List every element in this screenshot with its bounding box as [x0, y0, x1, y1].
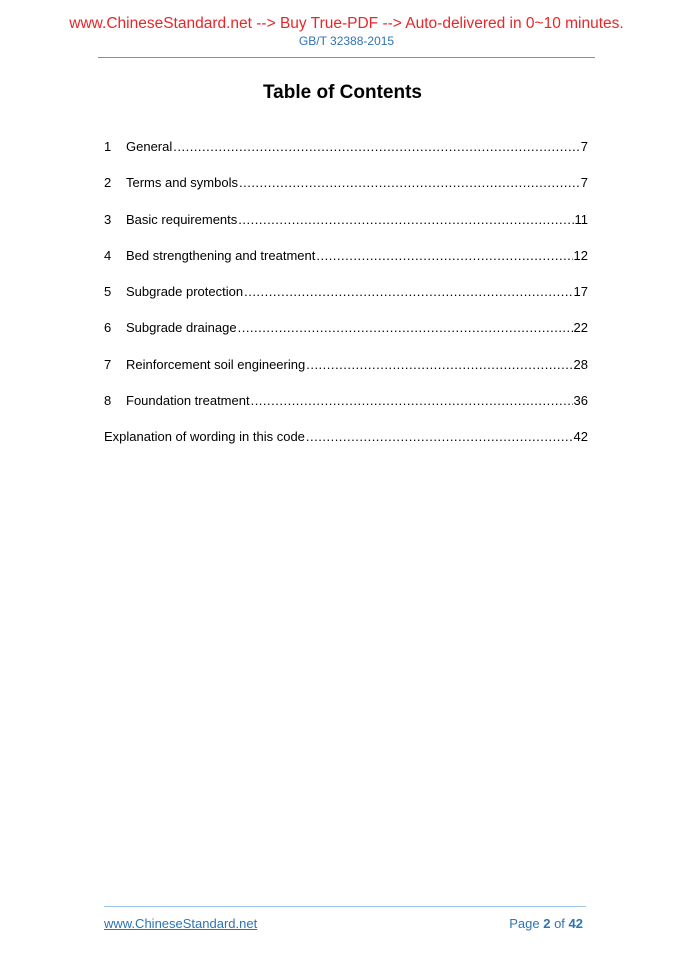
toc-leader-dots: [306, 428, 573, 446]
toc-entry-number: 5: [104, 284, 112, 300]
toc-entry-subgrade-protection[interactable]: [104, 283, 588, 319]
toc-entry-page: 7: [580, 175, 588, 191]
toc-entry-basic-requirements[interactable]: [104, 211, 588, 247]
toc-entry-number: 8: [104, 393, 112, 409]
standard-code: GB/T 32388-2015: [298, 34, 395, 48]
toc-entry-page: 12: [573, 247, 588, 263]
page-title: Table of Contents: [262, 82, 423, 103]
toc-entry-page: 17: [573, 284, 588, 300]
toc-entry-number: 4: [104, 247, 112, 263]
toc-entry-label: Subgrade drainage: [126, 320, 237, 336]
toc-entry-number: 6: [104, 320, 112, 336]
toc-entry-label: Reinforcement soil engineering: [126, 356, 306, 372]
toc-entry-number: 1: [104, 139, 112, 154]
toc-entry-number: 3: [104, 211, 112, 227]
toc-entry-label: Bed strengthening and treatment: [126, 247, 316, 263]
toc-entry-bed-strengthening[interactable]: [104, 247, 588, 283]
page-of: of: [554, 916, 565, 931]
toc-entry-explanation-of-wording[interactable]: [104, 428, 588, 464]
toc-entry-label: General: [126, 139, 173, 154]
toc-entry-page: 7: [580, 139, 588, 154]
toc-entry-page: 11: [574, 211, 588, 227]
toc-entry-general[interactable]: [104, 138, 588, 174]
page-indicator: [509, 916, 583, 932]
toc-entry-page: 28: [573, 356, 588, 372]
toc-entry-label: Terms and symbols: [126, 175, 238, 191]
page-current: 2: [543, 916, 551, 931]
toc-entry-number: 7: [104, 356, 112, 372]
toc-leader-dots: [238, 211, 573, 229]
toc-entry-reinforcement-soil[interactable]: [104, 356, 588, 392]
toc-leader-dots: [173, 138, 580, 156]
page-prefix: Page: [509, 916, 540, 931]
footer-divider: [104, 906, 586, 907]
header-divider: [98, 57, 595, 58]
toc-entry-page: 22: [573, 320, 588, 336]
toc-entry-label: Explanation of wording in this code: [104, 429, 305, 445]
toc-entry-page: 42: [573, 429, 588, 445]
toc-entry-foundation-treatment[interactable]: [104, 392, 588, 428]
toc-leader-dots: [239, 174, 580, 192]
toc-leader-dots: [316, 247, 572, 265]
toc-entry-subgrade-drainage[interactable]: [104, 319, 588, 355]
toc-entry-terms-and-symbols[interactable]: [104, 174, 588, 210]
header-banner[interactable]: www.ChineseStandard.net --> Buy True-PDF --> Auto-delivered in 0~10 minutes.: [69, 15, 624, 32]
toc-entry-label: Foundation treatment: [126, 393, 250, 409]
toc-leader-dots: [306, 356, 572, 374]
toc-entry-label: Basic requirements: [126, 211, 238, 227]
toc-entry-page: 36: [573, 393, 588, 409]
toc-entry-label: Subgrade protection: [126, 284, 244, 300]
toc-leader-dots: [244, 283, 572, 301]
toc-leader-dots: [251, 392, 573, 410]
page-total: 42: [568, 916, 583, 931]
toc-leader-dots: [238, 319, 573, 337]
toc-list: [104, 138, 588, 465]
toc-entry-number: 2: [104, 175, 112, 191]
footer-website-link[interactable]: www.ChineseStandard.net: [104, 916, 258, 931]
